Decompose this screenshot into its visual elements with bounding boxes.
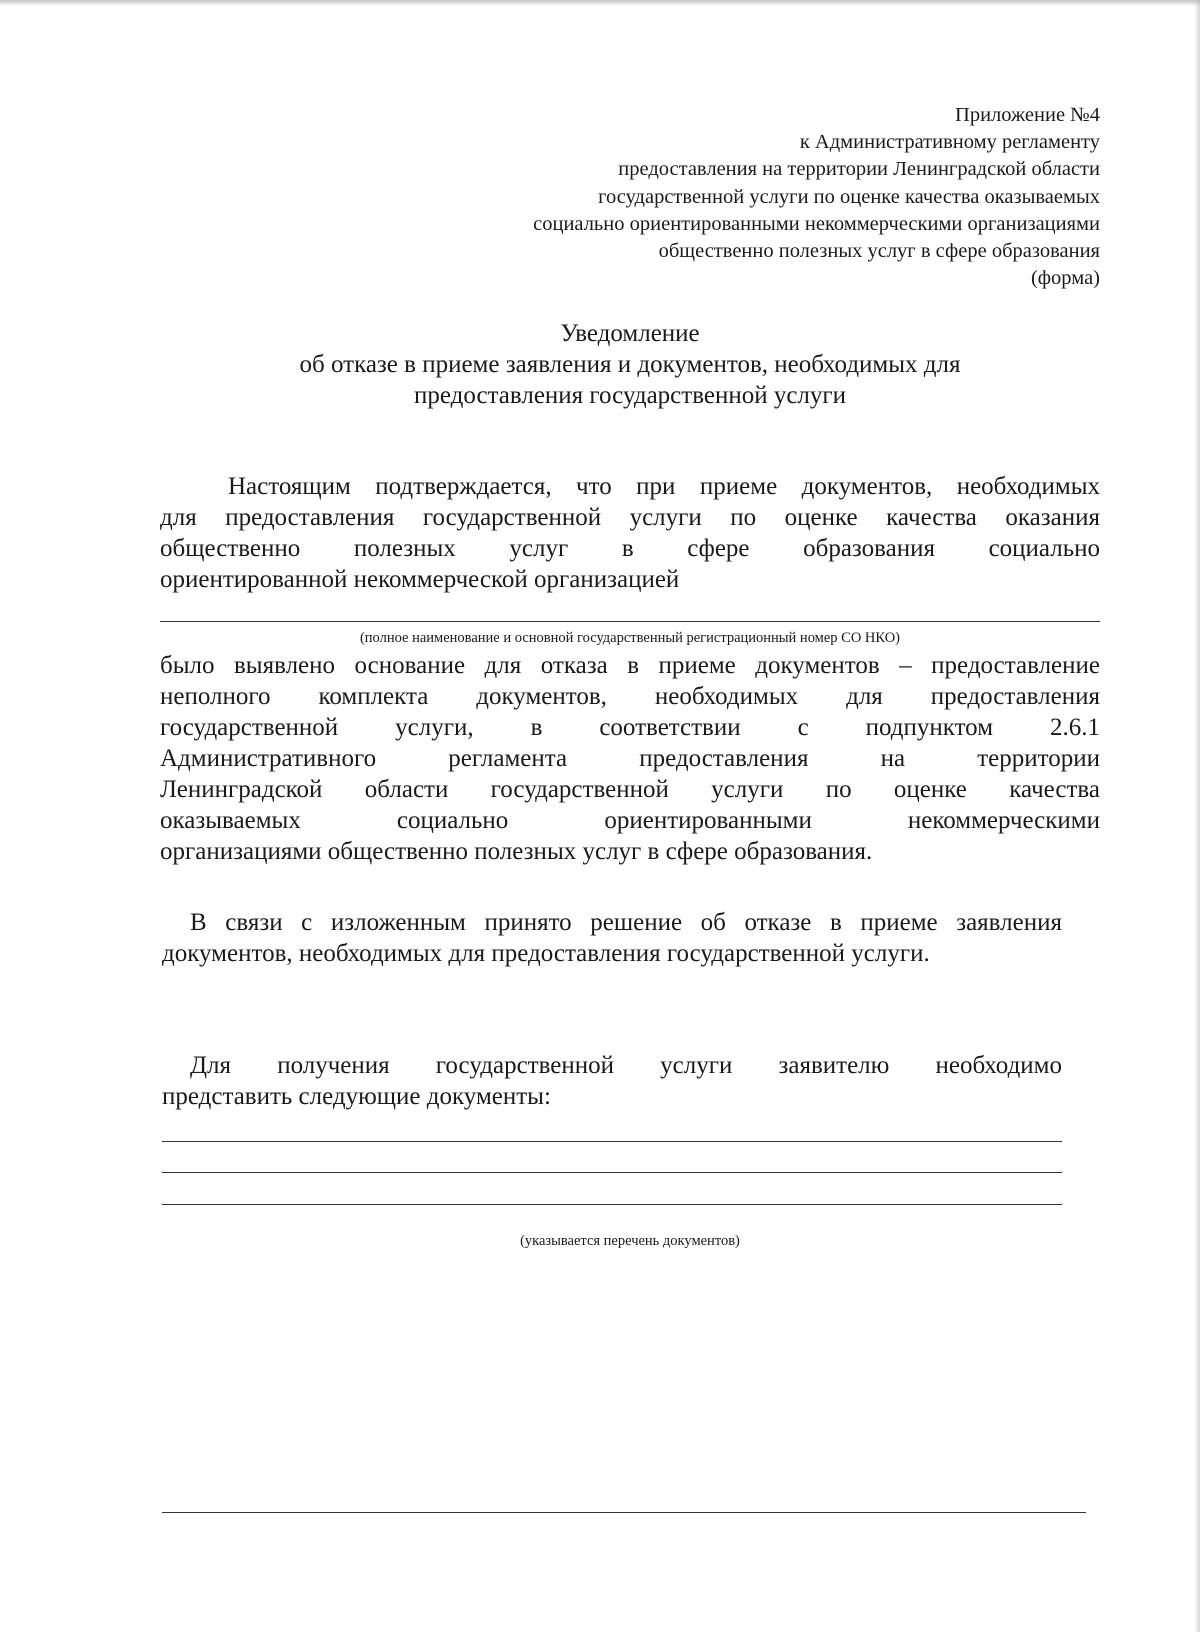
paragraph-line: Административного регламента предоставления на территории (160, 745, 1100, 772)
paragraph-line: государственной услуги, в соответствии с подпунктом 2.6.1 (160, 714, 1100, 741)
document-title (160, 318, 1100, 411)
paragraph-line: представить следующие документы: (162, 1083, 551, 1110)
scan-edge-right (1194, 0, 1200, 1632)
appendix-line: к Административному регламенту (799, 131, 1100, 154)
paragraph-line: Настоящим подтверждается, что при приеме документов, необходимых (228, 473, 1100, 500)
appendix-line: государственной услуги по оценке качества оказываемых (598, 185, 1100, 208)
appendix-number: Приложение №4 (955, 104, 1100, 126)
confirmation-paragraph (160, 471, 1100, 595)
appendix-form-label: (форма) (1030, 267, 1100, 290)
required-documents-paragraph (162, 1050, 1062, 1112)
appendix-line: предоставления на территории Ленинградской области (618, 158, 1100, 181)
paragraph-line: В связи с изложенным принято решение об отказе в приеме заявления (190, 909, 1062, 936)
scan-edge-top (0, 0, 1200, 6)
title-line: предоставления государственной услуги (413, 382, 847, 409)
decision-paragraph (162, 907, 1062, 969)
paragraph-line: оказываемых социально ориентированными некоммерческими (160, 807, 1100, 834)
title-line: Уведомление (560, 320, 700, 347)
paragraph-line: ориентированной некоммерческой организацией (160, 566, 680, 593)
documents-blank-line-3 (162, 1204, 1062, 1205)
paragraph-line: Для получения государственной услуги заявителю необходимо (190, 1052, 1062, 1079)
paragraph-line: общественно полезных услуг в сфере образования социально (160, 535, 1100, 562)
signature-line (162, 1512, 1086, 1513)
paragraph-line: неполного комплекта документов, необходимых для предоставления (160, 683, 1100, 710)
org-name-caption: (полное наименование и основной государственный регистрационный номер СО НКО) (359, 630, 901, 646)
refusal-basis-paragraph (160, 650, 1100, 867)
documents-blank-line-2 (162, 1172, 1062, 1173)
paragraph-line: для предоставления государственной услуги по оценке качества оказания (160, 504, 1100, 531)
appendix-line: социально ориентированными некоммерческими организациями (533, 212, 1100, 235)
documents-caption: (указывается перечень документов) (520, 1233, 740, 1249)
paragraph-line: было выявлено основание для отказа в приеме документов – предоставление (160, 652, 1100, 679)
appendix-line: общественно полезных услуг в сфере образования (658, 240, 1100, 263)
paragraph-line: документов, необходимых для предоставления государственной услуги. (162, 940, 930, 967)
paragraph-line: организациями общественно полезных услуг в сфере образования. (160, 838, 873, 865)
title-line: об отказе в приеме заявления и документов, необходимых для (299, 351, 961, 378)
appendix-header (340, 102, 1100, 292)
org-name-blank-line (160, 621, 1100, 622)
documents-blank-line-1 (162, 1141, 1062, 1142)
paragraph-line: Ленинградской области государственной услуги по оценке качества (160, 776, 1100, 803)
